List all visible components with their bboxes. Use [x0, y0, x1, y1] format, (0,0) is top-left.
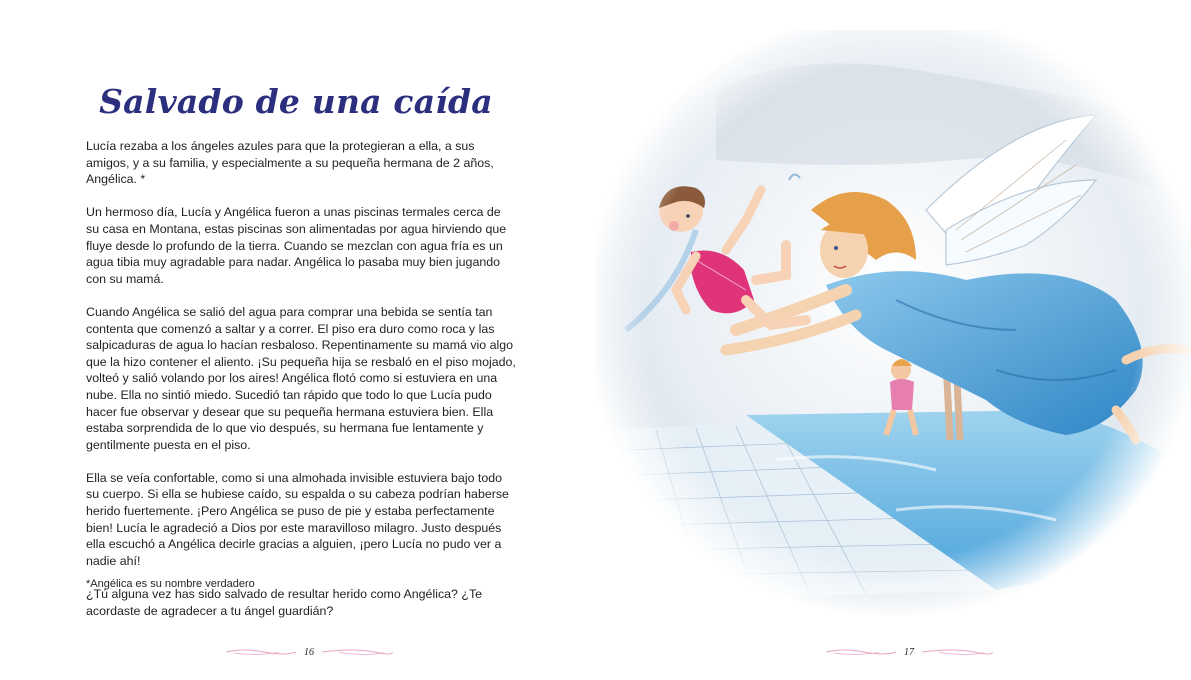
paragraph-5: ¿Tú alguna vez has sido salvado de resultar herido como Angélica? ¿Te acordaste de agradecer a tu ángel guardián?: [86, 587, 483, 618]
paragraph-2: Un hermoso día, Lucía y Angélica fueron a unas piscinas termales cerca de su casa en Montana, estas piscinas son alimentadas por agua hirviendo que fluye desde lo profundo de la tierra. Cuando se mezclan con agua fría es un agua tibia muy agradable para nadar. Angélica lo pasaba muy bien jugando con su mamá.: [86, 205, 507, 286]
page-title: Salvado de una caída: [99, 82, 493, 121]
flourish-right-icon: [320, 647, 394, 657]
page-number-right: [824, 644, 994, 660]
page-number-17: 17: [904, 646, 914, 658]
left-page: [0, 0, 595, 680]
angel-catching-child-illustration: [596, 30, 1191, 620]
footnote: *Angélica es su nombre verdadero: [86, 578, 255, 590]
story-text: [86, 138, 516, 636]
right-page: [596, 0, 1191, 680]
paragraph-1: Lucía rezaba a los ángeles azules para que la protegieran a ella, a sus amigos, y a su familia, y especialmente a su pequeña hermana de 2 años, Angélica. *: [86, 139, 494, 187]
flourish-left-icon: [224, 647, 298, 657]
paragraph-4: Ella se veía confortable, como si una almohada invisible estuviera bajo todo su cuerpo. Si ella se hubiese caído, su espalda o su cabeza podrían haberse herido fuertemente. ¡Pero Angélica se puso de pie y estaba perfectamente bien! Lucía le agradeció a Dios por este maravilloso milagro. Justo después ella escuchó a Angélica decirle gracias a alguien, ¡pero Lucía no pudo ver a nadie ahí!: [86, 470, 509, 568]
page-number-left: [224, 644, 394, 660]
flourish-right-icon: [920, 647, 994, 657]
flourish-left-icon: [824, 647, 898, 657]
page-number-16: 16: [304, 646, 314, 658]
paragraph-3: Cuando Angélica se salió del agua para comprar una bebida se sentía tan contenta que comenzó a saltar y a correr. El piso era duro como roca y las salpicaduras de agua lo hacían resbaloso. Repentinamente su mamá vio algo que la hizo contener el aliento. ¡Su pequeña hija se resbaló en el piso mojado, volteó y salió volando por los aires! Angélica flotó como si estuviera en una nube. Ella no sintió miedo. Sucedió tan rápido que todo lo que Lucía pudo hacer fue observar y desear que su pequeña hermana estuviera bien. Ella estaba sorprendida de lo que vio después, su hermana fue lentamente y gentilmente puesta en el piso.: [86, 304, 516, 452]
